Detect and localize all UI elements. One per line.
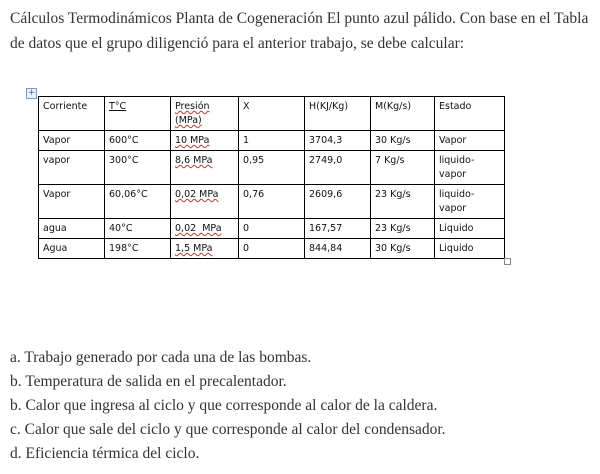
cell-presion-text: 8,6 MPa [175, 155, 213, 166]
cell-flujo-masico: 30 Kg/s [371, 239, 435, 259]
table-row [39, 219, 505, 239]
header-presion-text: Presión (MPa) [175, 101, 210, 126]
cell-estado: liquido-vapor [435, 185, 505, 219]
cell-flujo-masico: 23 Kg/s [371, 185, 435, 219]
cell-flujo-masico: 7 Kg/s [371, 151, 435, 185]
table-row [39, 239, 505, 259]
thermo-data-table [38, 96, 505, 259]
cell-estado: Liquido [435, 239, 505, 259]
header-temperatura-text: T°C [109, 101, 127, 112]
list-item: c. Calor que sale del ciclo y que corresponde al calor del condensador. [10, 421, 446, 438]
cell-temperatura: 600°C [105, 131, 171, 151]
cell-temperatura: 300°C [105, 151, 171, 185]
cell-entalpia: 2609,6 [305, 185, 371, 219]
cell-calidad: 0,95 [239, 151, 305, 185]
header-temperatura [105, 97, 171, 131]
cell-presion [171, 131, 239, 151]
cell-corriente: Vapor [39, 185, 105, 219]
list-item: b. Calor que ingresa al ciclo y que corresponde al calor de la caldera. [10, 397, 438, 414]
header-presion [171, 97, 239, 131]
header-entalpia: H(KJ/Kg) [305, 97, 371, 131]
cell-calidad: 1 [239, 131, 305, 151]
cell-corriente: Agua [39, 239, 105, 259]
cell-entalpia: 2749,0 [305, 151, 371, 185]
cell-entalpia: 167,57 [305, 219, 371, 239]
cell-corriente: agua [39, 219, 105, 239]
cell-calidad: 0,76 [239, 185, 305, 219]
table-row [39, 185, 505, 219]
cell-flujo-masico: 23 Kg/s [371, 219, 435, 239]
table-header-row [39, 97, 505, 131]
header-calidad: X [239, 97, 305, 131]
cell-estado: Vapor [435, 131, 505, 151]
cell-entalpia: 844,84 [305, 239, 371, 259]
cell-calidad: 0 [239, 219, 305, 239]
cell-entalpia: 3704,3 [305, 131, 371, 151]
questions-list [10, 346, 596, 466]
cell-presion-text: 0,02 MPa [175, 223, 222, 234]
cell-temperatura: 60,06°C [105, 185, 171, 219]
list-item: a. Trabajo generado por cada una de las bombas. [10, 349, 312, 366]
header-corriente: Corriente [39, 97, 105, 131]
table-row [39, 131, 505, 151]
cell-presion-text: 0,02 MPa [175, 189, 219, 200]
intro-paragraph: Cálculos Termodinámicos Planta de Cogeneración El punto azul pálido. Con base en el Tabla de datos que el grupo diligenció para el anterior trabajo, se debe calcular: [10, 10, 589, 52]
table-row [39, 151, 505, 185]
cell-corriente: Vapor [39, 131, 105, 151]
header-flujo-masico: M(Kg/s) [371, 97, 435, 131]
resize-handle-icon[interactable] [504, 258, 511, 265]
cell-presion [171, 219, 239, 239]
cell-flujo-masico: 30 Kg/s [371, 131, 435, 151]
cell-corriente: vapor [39, 151, 105, 185]
data-table-container [27, 88, 505, 259]
cell-temperatura: 40°C [105, 219, 171, 239]
cell-presion-text: 10 MPa [175, 135, 210, 146]
cell-presion [171, 239, 239, 259]
cell-presion [171, 151, 239, 185]
list-item: d. Eficiencia térmica del ciclo. [10, 445, 200, 462]
move-handle-icon[interactable]: + [27, 88, 36, 98]
cell-presion-text: 1,5 MPa [175, 243, 213, 254]
cell-estado: Liquido [435, 219, 505, 239]
cell-estado: liquido-vapor [435, 151, 505, 185]
header-estado: Estado [435, 97, 505, 131]
cell-temperatura: 198°C [105, 239, 171, 259]
cell-calidad: 0 [239, 239, 305, 259]
cell-presion [171, 185, 239, 219]
list-item: b. Temperatura de salida en el precalentador. [10, 373, 287, 390]
